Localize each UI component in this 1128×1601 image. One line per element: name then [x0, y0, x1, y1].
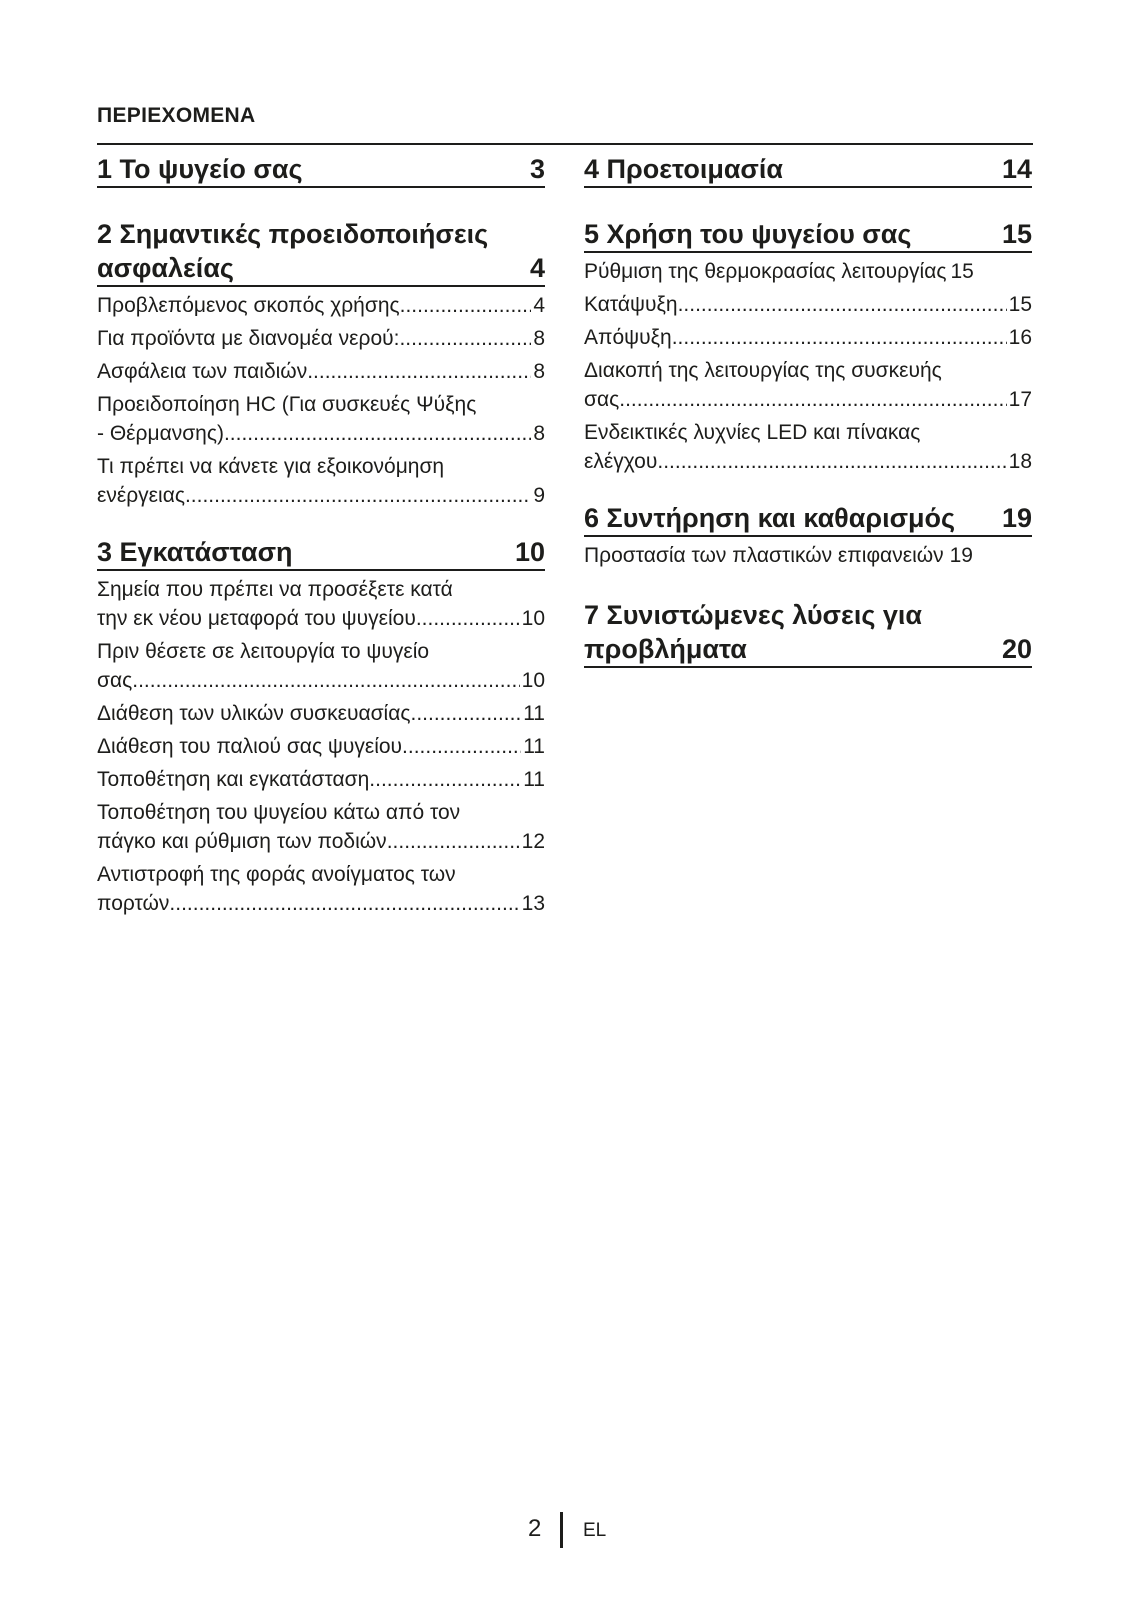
- entry-title-continued: ελέγχου: [584, 450, 658, 473]
- entry-title: Ασφάλεια των παιδιών: [97, 360, 308, 383]
- toc-entry[interactable]: [584, 418, 1032, 476]
- entry-title: Πριν θέσετε σε λειτουργία το ψυγείο: [97, 640, 430, 663]
- toc-section-7[interactable]: [584, 598, 1032, 668]
- entry-page: 19: [949, 544, 973, 567]
- leader-dots: [224, 419, 531, 448]
- leader-dots: [410, 699, 521, 728]
- section-title: 4 Προετοιμασία: [584, 154, 784, 184]
- section-title: 2 Σημαντικές προειδοποιήσεις: [97, 219, 489, 249]
- entry-page: 4: [533, 294, 545, 317]
- entry-title-continued: σας: [584, 388, 620, 411]
- toc-heading: ΠΕΡΙΕΧΟΜΕΝΑ: [97, 104, 256, 127]
- entry-page: 8: [533, 327, 545, 350]
- section-title: 5 Χρήση του ψυγείου σας: [584, 219, 912, 249]
- section-page: 3: [529, 154, 545, 184]
- toc-entry[interactable]: [97, 699, 545, 728]
- entry-title: Τοποθέτηση και εγκατάσταση: [97, 768, 370, 791]
- entry-title-continued: πορτών: [97, 892, 170, 915]
- entry-title: Ενδεικτικές λυχνίες LED και πίνακας: [584, 421, 921, 444]
- toc-entry[interactable]: [97, 765, 545, 794]
- entry-page: 15: [950, 260, 974, 283]
- entry-page: 8: [533, 422, 545, 445]
- leader-dots: [400, 291, 532, 320]
- section-page: 19: [1001, 503, 1032, 533]
- toc-section-4[interactable]: [584, 152, 1032, 188]
- toc-section-6[interactable]: [584, 501, 1032, 537]
- leader-dots: [657, 447, 1006, 476]
- section-page: 4: [529, 253, 545, 283]
- section-title: 6 Συντήρηση και καθαρισμός: [584, 503, 956, 533]
- leader-dots: [678, 290, 1007, 319]
- toc-entry[interactable]: [97, 860, 545, 918]
- entry-page: 18: [1008, 450, 1032, 473]
- toc-entry[interactable]: [97, 637, 545, 695]
- toc-entry[interactable]: [584, 541, 1032, 570]
- leader-dots: [399, 324, 531, 353]
- entry-page: 8: [533, 360, 545, 383]
- entry-page: 13: [521, 892, 545, 915]
- toc-column-right: [584, 145, 1032, 668]
- toc-entry[interactable]: [97, 324, 545, 353]
- entry-title: Ρύθμιση της θερμοκρασίας λειτουργίας: [584, 260, 947, 283]
- entry-title: Προειδοποίηση HC (Για συσκευές Ψύξης: [97, 393, 477, 416]
- entry-title-continued: ενέργειας: [97, 484, 185, 507]
- section-title-continued: προβλήματα: [584, 634, 747, 664]
- leader-dots: [169, 889, 519, 918]
- entry-page: 10: [521, 669, 545, 692]
- toc-entry[interactable]: [584, 290, 1032, 319]
- entry-page: 15: [1008, 293, 1032, 316]
- entry-title: Απόψυξη: [584, 326, 672, 349]
- toc-entry[interactable]: [97, 390, 545, 448]
- section-page: 10: [514, 537, 545, 567]
- entry-page: 16: [1008, 326, 1032, 349]
- entry-title: Διακοπή της λειτουργίας της συσκευής: [584, 359, 942, 382]
- entry-title-continued: - Θέρμανσης): [97, 422, 224, 445]
- entry-title: Για προϊόντα με διανομέα νερού:: [97, 327, 400, 350]
- toc-entry[interactable]: [97, 357, 545, 386]
- leader-dots: [416, 604, 520, 633]
- toc-entry[interactable]: [97, 452, 545, 510]
- entry-title: Αντιστροφή της φοράς ανοίγματος των: [97, 863, 456, 886]
- toc-section-1[interactable]: [97, 152, 545, 188]
- entry-title: Κατάψυξη: [584, 293, 678, 316]
- entry-page: 11: [523, 702, 545, 725]
- toc-entry[interactable]: [97, 732, 545, 761]
- entry-title: Τοποθέτηση του ψυγείου κάτω από τον: [97, 801, 461, 824]
- section-title: 1 Το ψυγείο σας: [97, 154, 303, 184]
- entry-page: 17: [1008, 388, 1032, 411]
- entry-page: 11: [523, 768, 545, 791]
- entry-page: 10: [521, 607, 545, 630]
- toc-entry[interactable]: [97, 291, 545, 320]
- entry-page: 9: [533, 484, 545, 507]
- entry-title: Σημεία που πρέπει να προσέξετε κατά: [97, 578, 453, 601]
- entry-title-continued: την εκ νέου μεταφορά του ψυγείου: [97, 607, 416, 630]
- leader-dots: [672, 323, 1007, 352]
- toc-section-2[interactable]: [97, 217, 545, 287]
- leader-dots: [185, 481, 531, 510]
- toc-entry[interactable]: [584, 257, 1032, 286]
- section-title: 3 Εγκατάσταση: [97, 537, 293, 567]
- section-page: 20: [1001, 634, 1032, 664]
- entry-title-continued: πάγκο και ρύθμιση των ποδιών: [97, 830, 387, 853]
- entry-page: 11: [523, 735, 545, 758]
- entry-title: Προβλεπόμενος σκοπός χρήσης: [97, 294, 400, 317]
- section-title: 7 Συνιστώμενες λύσεις για: [584, 600, 923, 630]
- entry-title: Διάθεση του παλιού σας ψυγείου: [97, 735, 403, 758]
- toc-entry[interactable]: [584, 356, 1032, 414]
- page-number: 2: [528, 1515, 542, 1542]
- section-page: 15: [1001, 219, 1032, 249]
- toc-entry[interactable]: [97, 798, 545, 856]
- entry-title: Προστασία των πλαστικών επιφανειών: [584, 544, 944, 567]
- toc-entry[interactable]: [97, 575, 545, 633]
- entry-title-continued: σας: [97, 669, 133, 692]
- leader-dots: [132, 666, 519, 695]
- toc-entry[interactable]: [584, 323, 1032, 352]
- toc-section-5[interactable]: [584, 217, 1032, 253]
- toc-section-3[interactable]: [97, 535, 545, 571]
- toc-column-left: [97, 145, 545, 918]
- leader-dots: [387, 827, 520, 856]
- leader-dots: [402, 732, 521, 761]
- leader-dots: [369, 765, 521, 794]
- footer-divider: [560, 1512, 563, 1548]
- section-title-continued: ασφαλείας: [97, 253, 234, 283]
- section-page: 14: [1001, 154, 1032, 184]
- leader-dots: [307, 357, 531, 386]
- entry-title: Διάθεση των υλικών συσκευασίας: [97, 702, 411, 725]
- entry-title: Τι πρέπει να κάνετε για εξοικονόμηση: [97, 455, 445, 478]
- language-code: EL: [583, 1520, 607, 1541]
- entry-page: 12: [521, 830, 545, 853]
- leader-dots: [619, 385, 1006, 414]
